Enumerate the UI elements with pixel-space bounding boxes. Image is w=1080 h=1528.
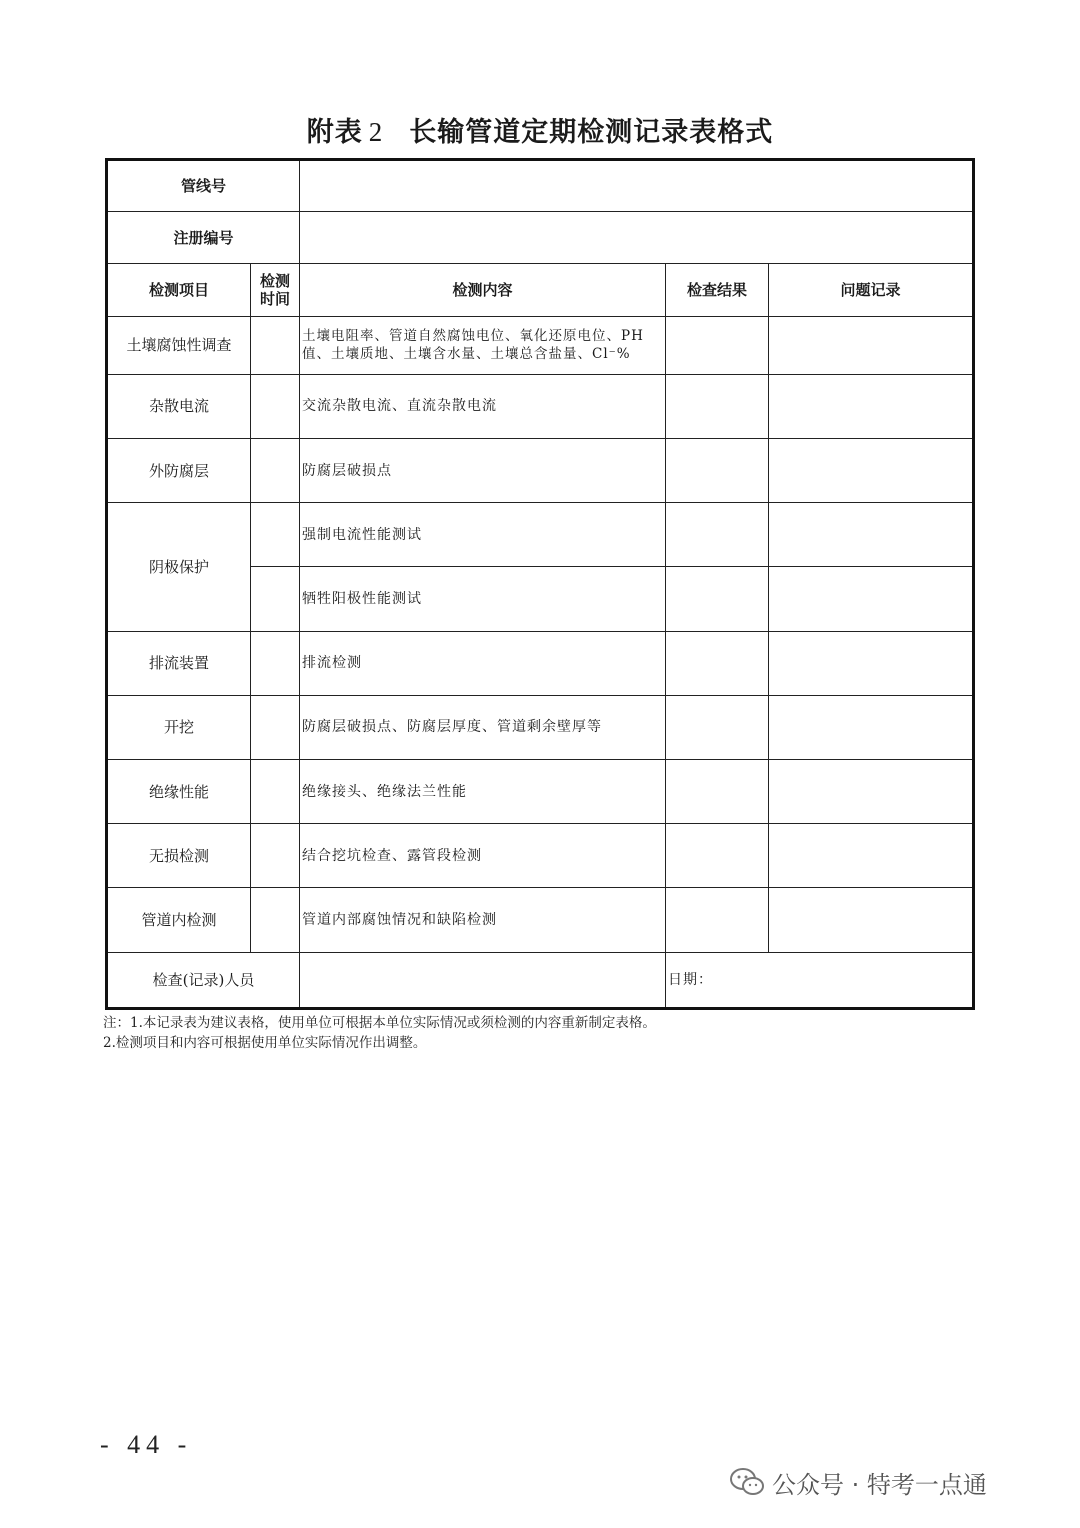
table-row [107,888,974,952]
row-issue[interactable] [769,374,974,438]
row-issue[interactable] [769,631,974,695]
row-item: 外防腐层 [107,438,251,502]
row-result[interactable] [666,567,769,631]
title-prefix: 附表 [306,117,363,148]
table-row [107,824,974,888]
reg-no-value[interactable] [300,212,974,264]
inspector-label: 检查(记录)人员 [107,952,300,1008]
header-time-line2: 时间 [260,289,291,308]
row-content: 土壤电阻率、管道自然腐蚀电位、氧化还原电位、PH 值、土壤质地、土壤含水量、土壤总含盐量、Cl⁻% [300,316,666,374]
row-content: 绝缘接头、绝缘法兰性能 [300,760,666,824]
row-issue[interactable] [769,567,974,631]
title-text: 长输管道定期检测记录表格式 [409,117,774,148]
row-content: 结合挖坑检查、露管段检测 [300,824,666,888]
reg-no-row [107,212,974,264]
header-issue: 问题记录 [769,264,974,316]
table-row [107,631,974,695]
table-row [107,695,974,759]
header-time [251,264,300,316]
row-result[interactable] [666,824,769,888]
pipeline-no-row [107,160,974,212]
table-row [107,760,974,824]
row-item: 排流装置 [107,631,251,695]
row-content: 管道内部腐蚀情况和缺陷检测 [300,888,666,952]
row-item: 土壤腐蚀性调查 [107,316,251,374]
row-content: 强制电流性能测试 [300,503,666,567]
row-issue[interactable] [769,888,974,952]
row-issue[interactable] [769,503,974,567]
table-row [107,316,974,374]
row-result[interactable] [666,631,769,695]
row-item: 绝缘性能 [107,760,251,824]
page-number: - 44 - [100,1430,193,1459]
table-row [107,438,974,502]
row-issue[interactable] [769,824,974,888]
row-issue[interactable] [769,695,974,759]
row-time[interactable] [251,888,300,952]
row-result[interactable] [666,888,769,952]
header-time-line1: 检测 [260,271,291,290]
row-result[interactable] [666,374,769,438]
row-item: 管道内检测 [107,888,251,952]
row-result[interactable] [666,316,769,374]
row-time[interactable] [251,374,300,438]
title-number: 2 [368,117,384,147]
inspector-row [107,952,974,1008]
row-result[interactable] [666,760,769,824]
row-issue[interactable] [769,760,974,824]
row-time[interactable] [251,567,300,631]
watermark [730,1462,987,1502]
pipeline-no-value[interactable] [300,160,974,212]
row-time[interactable] [251,316,300,374]
header-item: 检测项目 [107,264,251,316]
pipeline-no-label: 管线号 [107,160,300,212]
row-content: 牺牲阳极性能测试 [300,567,666,631]
header-row [107,264,974,316]
row-time[interactable] [251,695,300,759]
notes [103,1013,656,1053]
header-content: 检测内容 [300,264,666,316]
row-time[interactable] [251,631,300,695]
row-time[interactable] [251,824,300,888]
reg-no-label: 注册编号 [107,212,300,264]
row-content: 排流检测 [300,631,666,695]
row-item: 无损检测 [107,824,251,888]
row-issue[interactable] [769,316,974,374]
row-item: 开挖 [107,695,251,759]
note-line-1: 注：1.本记录表为建议表格，使用单位可根据本单位实际情况或须检测的内容重新制定表格。 [103,1015,656,1031]
inspection-record-table [105,158,975,1010]
row-issue[interactable] [769,438,974,502]
row-time[interactable] [251,760,300,824]
wechat-icon [730,1467,764,1497]
note-line-2: 2.检测项目和内容可根据使用单位实际情况作出调整。 [103,1035,427,1051]
row-time[interactable] [251,503,300,567]
row-content: 防腐层破损点、防腐层厚度、管道剩余壁厚等 [300,695,666,759]
row-content: 交流杂散电流、直流杂散电流 [300,374,666,438]
date-field[interactable]: 日期： [666,952,974,1008]
row-time[interactable] [251,438,300,502]
watermark-text: 公众号 · 特考一点通 [772,1470,987,1499]
page-title [0,110,1080,149]
header-result: 检查结果 [666,264,769,316]
row-result[interactable] [666,695,769,759]
row-result[interactable] [666,438,769,502]
table-row [107,503,974,567]
row-result[interactable] [666,503,769,567]
row-content: 防腐层破损点 [300,438,666,502]
row-item: 阴极保护 [107,503,251,631]
inspector-value[interactable] [300,952,666,1008]
row-item: 杂散电流 [107,374,251,438]
table-row [107,374,974,438]
